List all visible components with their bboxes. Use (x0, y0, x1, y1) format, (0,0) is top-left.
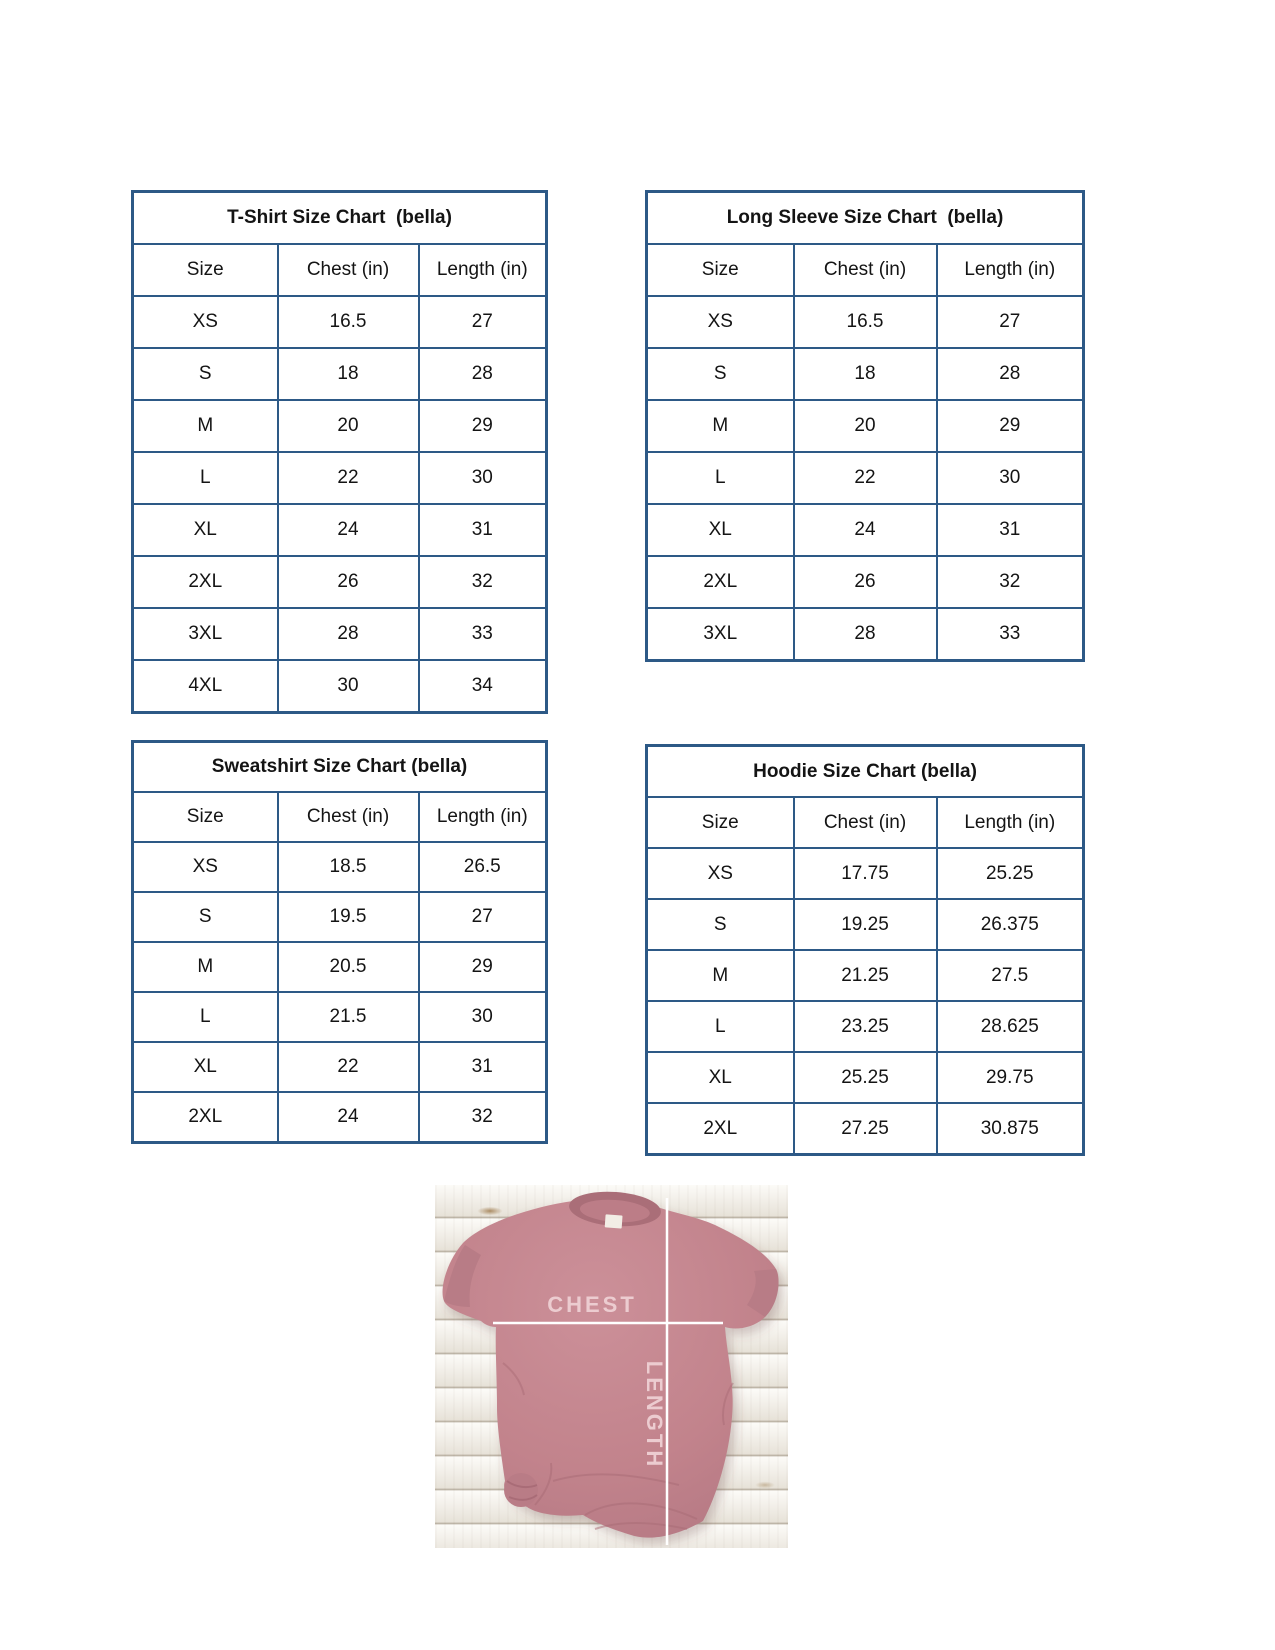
chest-value: 30 (278, 660, 419, 713)
size-value: L (647, 452, 794, 504)
size-row (133, 608, 547, 660)
col-header-length: Length (in) (937, 797, 1084, 848)
size-value: 2XL (133, 1092, 278, 1143)
size-value: XL (133, 504, 278, 556)
size-value: S (647, 348, 794, 400)
length-value: 29.75 (937, 1052, 1084, 1103)
size-value: L (647, 1001, 794, 1052)
size-value: M (647, 400, 794, 452)
size-row (133, 992, 547, 1042)
length-value: 31 (419, 504, 547, 556)
table-title: T-Shirt Size Chart (bella) (133, 192, 547, 245)
size-value: 4XL (133, 660, 278, 713)
chest-value: 19.25 (794, 899, 937, 950)
chest-value: 26 (794, 556, 937, 608)
chest-value: 22 (278, 1042, 419, 1092)
length-value: 30 (937, 452, 1084, 504)
col-header-chest: Chest (in) (794, 244, 937, 296)
chest-value: 27.25 (794, 1103, 937, 1155)
length-value: 30 (419, 992, 547, 1042)
table-title: Long Sleeve Size Chart (bella) (647, 192, 1084, 245)
length-value: 28 (937, 348, 1084, 400)
size-value: S (133, 892, 278, 942)
size-row (647, 400, 1084, 452)
size-row (647, 556, 1084, 608)
size-row (133, 892, 547, 942)
length-value: 31 (937, 504, 1084, 556)
size-row (133, 556, 547, 608)
table-header-row (133, 792, 547, 842)
size-row (133, 1092, 547, 1143)
collar-tag (605, 1214, 623, 1228)
chest-value: 25.25 (794, 1052, 937, 1103)
length-value: 31 (419, 1042, 547, 1092)
chest-value: 28 (278, 608, 419, 660)
size-row (133, 1042, 547, 1092)
size-value: L (133, 992, 278, 1042)
size-row (133, 942, 547, 992)
longsleeve-size-chart-table (645, 190, 1085, 662)
size-value: M (133, 942, 278, 992)
size-row (133, 452, 547, 504)
size-value: 3XL (647, 608, 794, 661)
size-row (133, 842, 547, 892)
col-header-chest: Chest (in) (794, 797, 937, 848)
tshirt-measurement-graphic (435, 1185, 788, 1548)
size-value: XL (647, 504, 794, 556)
size-value: XL (647, 1052, 794, 1103)
length-value: 29 (937, 400, 1084, 452)
chest-label: CHEST (547, 1292, 637, 1317)
tshirt-body (443, 1195, 779, 1538)
col-header-length: Length (in) (937, 244, 1084, 296)
length-value: 32 (419, 1092, 547, 1143)
table-title: Hoodie Size Chart (bella) (647, 746, 1084, 798)
size-value: XS (133, 842, 278, 892)
chest-value: 18 (794, 348, 937, 400)
size-row (647, 899, 1084, 950)
chest-value: 18.5 (278, 842, 419, 892)
col-header-chest: Chest (in) (278, 244, 419, 296)
length-value: 26.375 (937, 899, 1084, 950)
length-value: 33 (419, 608, 547, 660)
table-title: Sweatshirt Size Chart (bella) (133, 742, 547, 793)
size-guide-photo (435, 1185, 788, 1548)
length-value: 30 (419, 452, 547, 504)
size-value: M (133, 400, 278, 452)
size-row (647, 608, 1084, 661)
chest-value: 24 (278, 1092, 419, 1143)
col-header-size: Size (133, 244, 278, 296)
size-row (133, 504, 547, 556)
chest-value: 20 (278, 400, 419, 452)
col-header-chest: Chest (in) (278, 792, 419, 842)
tshirt-size-chart-table (131, 190, 548, 714)
chest-value: 17.75 (794, 848, 937, 899)
length-value: 30.875 (937, 1103, 1084, 1155)
size-row (647, 296, 1084, 348)
length-value: 32 (937, 556, 1084, 608)
size-value: S (133, 348, 278, 400)
size-value: S (647, 899, 794, 950)
col-header-size: Size (133, 792, 278, 842)
length-value: 27.5 (937, 950, 1084, 1001)
size-value: M (647, 950, 794, 1001)
chest-value: 24 (278, 504, 419, 556)
chest-value: 20 (794, 400, 937, 452)
size-value: XL (133, 1042, 278, 1092)
length-value: 33 (937, 608, 1084, 661)
length-value: 34 (419, 660, 547, 713)
chest-value: 19.5 (278, 892, 419, 942)
size-value: 2XL (647, 1103, 794, 1155)
sweatshirt-size-chart-table (131, 740, 548, 1144)
chest-value: 23.25 (794, 1001, 937, 1052)
table-title-row (647, 746, 1084, 798)
chest-value: 26 (278, 556, 419, 608)
chest-value: 16.5 (278, 296, 419, 348)
size-row (133, 296, 547, 348)
chest-value: 24 (794, 504, 937, 556)
length-value: 28.625 (937, 1001, 1084, 1052)
size-row (647, 848, 1084, 899)
col-header-size: Size (647, 244, 794, 296)
size-row (647, 348, 1084, 400)
table-header-row (133, 244, 547, 296)
size-row (133, 400, 547, 452)
col-header-size: Size (647, 797, 794, 848)
length-value: 27 (419, 296, 547, 348)
size-value: 3XL (133, 608, 278, 660)
size-value: 2XL (133, 556, 278, 608)
size-value: 2XL (647, 556, 794, 608)
length-value: 27 (937, 296, 1084, 348)
table-title-row (133, 742, 547, 793)
length-value: 29 (419, 942, 547, 992)
length-value: 25.25 (937, 848, 1084, 899)
col-header-length: Length (in) (419, 244, 547, 296)
chest-value: 20.5 (278, 942, 419, 992)
size-value: XS (133, 296, 278, 348)
chest-value: 21.25 (794, 950, 937, 1001)
chest-value: 16.5 (794, 296, 937, 348)
size-value: XS (647, 848, 794, 899)
table-header-row (647, 797, 1084, 848)
length-value: 27 (419, 892, 547, 942)
size-row (647, 1103, 1084, 1155)
size-row (647, 1001, 1084, 1052)
length-label: LENGTH (642, 1360, 667, 1470)
chest-value: 22 (794, 452, 937, 504)
size-row (647, 1052, 1084, 1103)
chest-value: 18 (278, 348, 419, 400)
hoodie-size-chart-table (645, 744, 1085, 1156)
size-row (647, 504, 1084, 556)
table-title-row (647, 192, 1084, 245)
table-header-row (647, 244, 1084, 296)
size-row (647, 452, 1084, 504)
hem-knot (504, 1473, 538, 1507)
length-value: 32 (419, 556, 547, 608)
chest-value: 21.5 (278, 992, 419, 1042)
size-row (133, 660, 547, 713)
length-value: 26.5 (419, 842, 547, 892)
length-value: 29 (419, 400, 547, 452)
chest-value: 22 (278, 452, 419, 504)
col-header-length: Length (in) (419, 792, 547, 842)
table-title-row (133, 192, 547, 245)
size-value: XS (647, 296, 794, 348)
length-value: 28 (419, 348, 547, 400)
size-row (133, 348, 547, 400)
size-value: L (133, 452, 278, 504)
size-row (647, 950, 1084, 1001)
chest-value: 28 (794, 608, 937, 661)
